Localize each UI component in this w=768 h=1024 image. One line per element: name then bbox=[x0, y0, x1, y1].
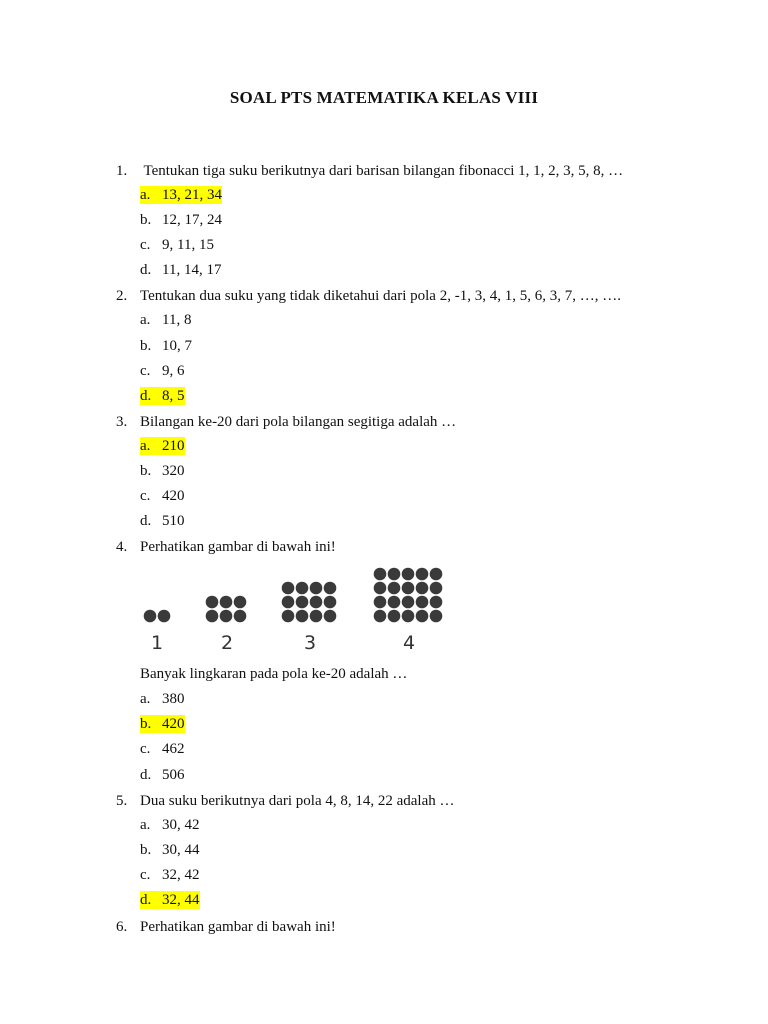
option-text: 420 bbox=[162, 488, 185, 504]
dot bbox=[374, 568, 387, 581]
option-letter: a. bbox=[140, 312, 151, 328]
dot-pattern-3 bbox=[282, 582, 337, 623]
dot bbox=[402, 568, 415, 581]
dot bbox=[430, 610, 443, 623]
dot bbox=[430, 582, 443, 595]
option-2b bbox=[140, 337, 192, 355]
option-text: 13, 21, 34 bbox=[162, 187, 222, 203]
option-text: 32, 44 bbox=[162, 892, 200, 908]
question-number: 6. bbox=[116, 919, 128, 935]
option-letter: a. bbox=[140, 691, 151, 707]
option-2c bbox=[140, 362, 185, 380]
option-letter: d. bbox=[140, 262, 152, 278]
question-text: Dua suku berikutnya dari pola 4, 8, 14, 22 adalah … bbox=[140, 793, 455, 809]
option-2d bbox=[140, 387, 185, 405]
option-letter: b. bbox=[140, 463, 152, 479]
dot bbox=[430, 568, 443, 581]
dot bbox=[220, 596, 233, 609]
option-1b bbox=[140, 211, 222, 229]
dot bbox=[374, 596, 387, 609]
dot bbox=[282, 596, 295, 609]
option-4d bbox=[140, 766, 185, 784]
option-letter: b. bbox=[140, 715, 162, 733]
question-1 bbox=[116, 161, 623, 181]
dot bbox=[402, 596, 415, 609]
dot-pattern-svg bbox=[138, 562, 458, 658]
option-text: 11, 8 bbox=[162, 312, 192, 328]
option-letter: a. bbox=[140, 437, 162, 455]
dot bbox=[402, 582, 415, 595]
dot bbox=[234, 596, 247, 609]
question-5 bbox=[116, 791, 455, 811]
option-text: 30, 44 bbox=[162, 842, 200, 858]
dot bbox=[206, 610, 219, 623]
option-4c bbox=[140, 740, 185, 758]
option-letter: c. bbox=[140, 741, 151, 757]
option-text: 420 bbox=[162, 716, 185, 732]
dot bbox=[374, 610, 387, 623]
question-3 bbox=[116, 412, 456, 432]
option-letter: a. bbox=[140, 186, 162, 204]
question-4-prompt: Banyak lingkaran pada pola ke-20 adalah … bbox=[140, 666, 408, 682]
question-text: Bilangan ke-20 dari pola bilangan segitiga adalah … bbox=[140, 414, 457, 430]
dot bbox=[282, 610, 295, 623]
question-text: Tentukan tiga suku berikutnya dari barisan bilangan fibonacci 1, 1, 2, 3, 5, 8, … bbox=[140, 163, 624, 179]
question-text: Perhatikan gambar di bawah ini! bbox=[140, 919, 336, 935]
dot bbox=[388, 610, 401, 623]
question-2 bbox=[116, 286, 621, 306]
figure-label-1: 1 bbox=[150, 632, 164, 654]
option-text: 9, 11, 15 bbox=[162, 237, 214, 253]
figure-label-2: 2 bbox=[220, 632, 234, 654]
option-5c bbox=[140, 866, 200, 884]
option-2a bbox=[140, 311, 191, 329]
question-number: 4. bbox=[116, 539, 128, 555]
option-text: 11, 14, 17 bbox=[162, 262, 222, 278]
option-letter: c. bbox=[140, 363, 151, 379]
option-text: 8, 5 bbox=[162, 388, 185, 404]
option-letter: c. bbox=[140, 488, 151, 504]
question-number: 3. bbox=[116, 414, 128, 430]
option-5b bbox=[140, 841, 200, 859]
figure-label-4: 4 bbox=[402, 632, 416, 654]
dot-pattern-1 bbox=[144, 610, 171, 623]
dot-pattern-figure bbox=[138, 562, 458, 658]
dot bbox=[220, 610, 233, 623]
dot bbox=[416, 582, 429, 595]
option-1a bbox=[140, 186, 222, 204]
option-1c bbox=[140, 236, 214, 254]
dot bbox=[430, 596, 443, 609]
dot bbox=[374, 582, 387, 595]
question-6 bbox=[116, 917, 336, 937]
option-3a bbox=[140, 437, 185, 455]
option-5d bbox=[140, 891, 200, 909]
option-text: 320 bbox=[162, 463, 185, 479]
option-letter: d. bbox=[140, 387, 162, 405]
option-text: 210 bbox=[162, 438, 185, 454]
option-text: 30, 42 bbox=[162, 817, 200, 833]
dot bbox=[324, 596, 337, 609]
question-number: 1. bbox=[116, 163, 128, 179]
dot bbox=[234, 610, 247, 623]
dot bbox=[416, 610, 429, 623]
dot bbox=[324, 582, 337, 595]
dot bbox=[310, 610, 323, 623]
option-letter: c. bbox=[140, 867, 151, 883]
option-5a bbox=[140, 816, 200, 834]
dot bbox=[206, 596, 219, 609]
option-4b bbox=[140, 715, 185, 733]
dot bbox=[296, 610, 309, 623]
option-text: 380 bbox=[162, 691, 185, 707]
option-text: 9, 6 bbox=[162, 363, 185, 379]
option-3b bbox=[140, 462, 185, 480]
dot-pattern-4 bbox=[374, 568, 443, 623]
option-1d bbox=[140, 261, 221, 279]
option-text: 32, 42 bbox=[162, 867, 200, 883]
dot bbox=[144, 610, 157, 623]
dot bbox=[158, 610, 171, 623]
option-text: 10, 7 bbox=[162, 338, 192, 354]
dot bbox=[296, 596, 309, 609]
option-4a bbox=[140, 690, 185, 708]
option-letter: c. bbox=[140, 237, 151, 253]
option-text: 506 bbox=[162, 767, 185, 783]
dot bbox=[324, 610, 337, 623]
option-text: 12, 17, 24 bbox=[162, 212, 222, 228]
dot bbox=[282, 582, 295, 595]
dot bbox=[416, 596, 429, 609]
option-letter: d. bbox=[140, 513, 152, 529]
option-text: 510 bbox=[162, 513, 185, 529]
option-letter: d. bbox=[140, 891, 162, 909]
dot bbox=[310, 596, 323, 609]
option-3c bbox=[140, 487, 185, 505]
option-letter: b. bbox=[140, 212, 152, 228]
question-text: Tentukan dua suku yang tidak diketahui dari pola 2, -1, 3, 4, 1, 5, 6, 3, 7, …, …. bbox=[140, 288, 621, 304]
page-title: SOAL PTS MATEMATIKA KELAS VIII bbox=[229, 88, 539, 107]
option-text: 462 bbox=[162, 741, 185, 757]
option-letter: b. bbox=[140, 338, 152, 354]
figure-label-3: 3 bbox=[303, 632, 317, 654]
dot bbox=[388, 596, 401, 609]
dot-pattern-2 bbox=[206, 596, 247, 623]
option-3d bbox=[140, 512, 185, 530]
dot bbox=[388, 568, 401, 581]
dot bbox=[416, 568, 429, 581]
option-letter: d. bbox=[140, 767, 152, 783]
question-4 bbox=[116, 537, 336, 557]
question-number: 5. bbox=[116, 793, 128, 809]
dot bbox=[296, 582, 309, 595]
option-letter: a. bbox=[140, 817, 151, 833]
question-text: Perhatikan gambar di bawah ini! bbox=[140, 539, 336, 555]
question-number: 2. bbox=[116, 288, 128, 304]
option-letter: b. bbox=[140, 842, 152, 858]
dot bbox=[402, 610, 415, 623]
dot bbox=[310, 582, 323, 595]
dot bbox=[388, 582, 401, 595]
